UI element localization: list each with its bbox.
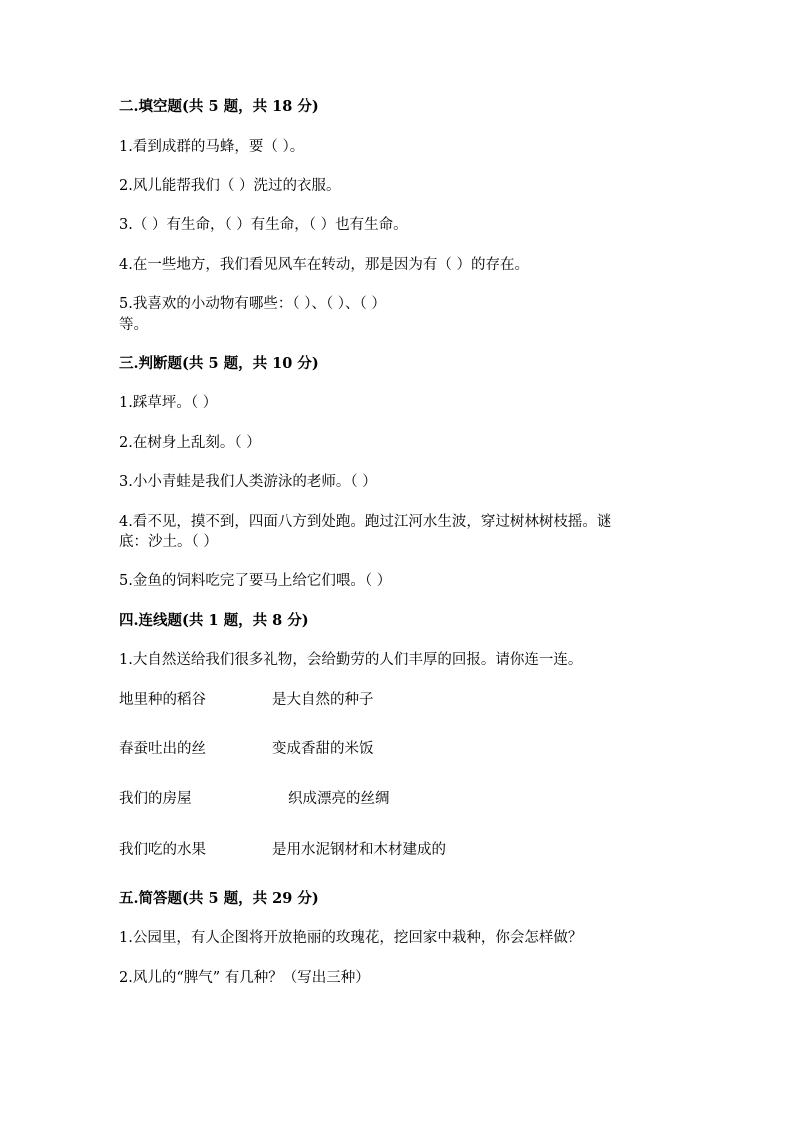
short-answer-question-2: 2.风儿的“脾气” 有几种？（写出三种） [119,970,370,986]
section-4-heading: 四.连线题(共 1 题，共 8 分) [119,612,309,629]
match-left-item: 我们的房屋 [119,791,192,807]
fill-question-2: 2.风儿能帮我们（ ）洗过的衣服。 [119,178,341,194]
match-question-1: 1.大自然送给我们很多礼物，会给勤劳的人们丰厚的回报。请你连一连。 [119,652,583,668]
short-answer-question-1: 1.公园里，有人企图将开放艳丽的玫瑰花，挖回家中栽种，你会怎样做？ [119,930,583,946]
fill-question-5-line-2: 等。 [119,317,148,333]
match-left-item: 春蚕吐出的丝 [119,741,206,757]
fill-question-4: 4.在一些地方，我们看见风车在转动，那是因为有（ ）的存在。 [119,257,529,273]
match-left-item: 地里种的稻谷 [119,692,206,708]
judge-question-4-line-1: 4.看不见，摸不到，四面八方到处跑。跑过江河水生波，穿过树林树枝摇。谜 [119,514,612,530]
match-right-item: 织成漂亮的丝绸 [288,791,390,807]
match-right-item: 是用水泥钢材和木材建成的 [272,842,446,858]
section-5-heading: 五.简答题(共 5 题，共 29 分) [119,890,319,907]
match-right-item: 变成香甜的米饭 [272,741,374,757]
fill-question-5-line-1: 5.我喜欢的小动物有哪些：（ ）、（ ）、（ ） [119,296,386,312]
match-right-item: 是大自然的种子 [272,692,374,708]
match-left-item: 我们吃的水果 [119,842,206,858]
judge-question-4-line-2: 底：沙土。（ ） [119,534,218,550]
fill-question-1: 1.看到成群的马蜂，要（ ）。 [119,139,305,155]
judge-question-5: 5.金鱼的饲料吃完了要马上给它们喂。（ ） [119,573,392,589]
judge-question-1: 1.踩草坪。（ ） [119,395,218,411]
fill-question-3: 3.（ ）有生命，（ ）有生命，（ ）也有生命。 [119,217,408,233]
judge-question-3: 3.小小青蛙是我们人类游泳的老师。（ ） [119,474,377,490]
judge-question-2: 2.在树身上乱刻。（ ） [119,435,261,451]
section-2-heading: 二.填空题(共 5 题，共 18 分) [119,98,319,115]
section-3-heading: 三.判断题(共 5 题，共 10 分) [119,355,319,372]
